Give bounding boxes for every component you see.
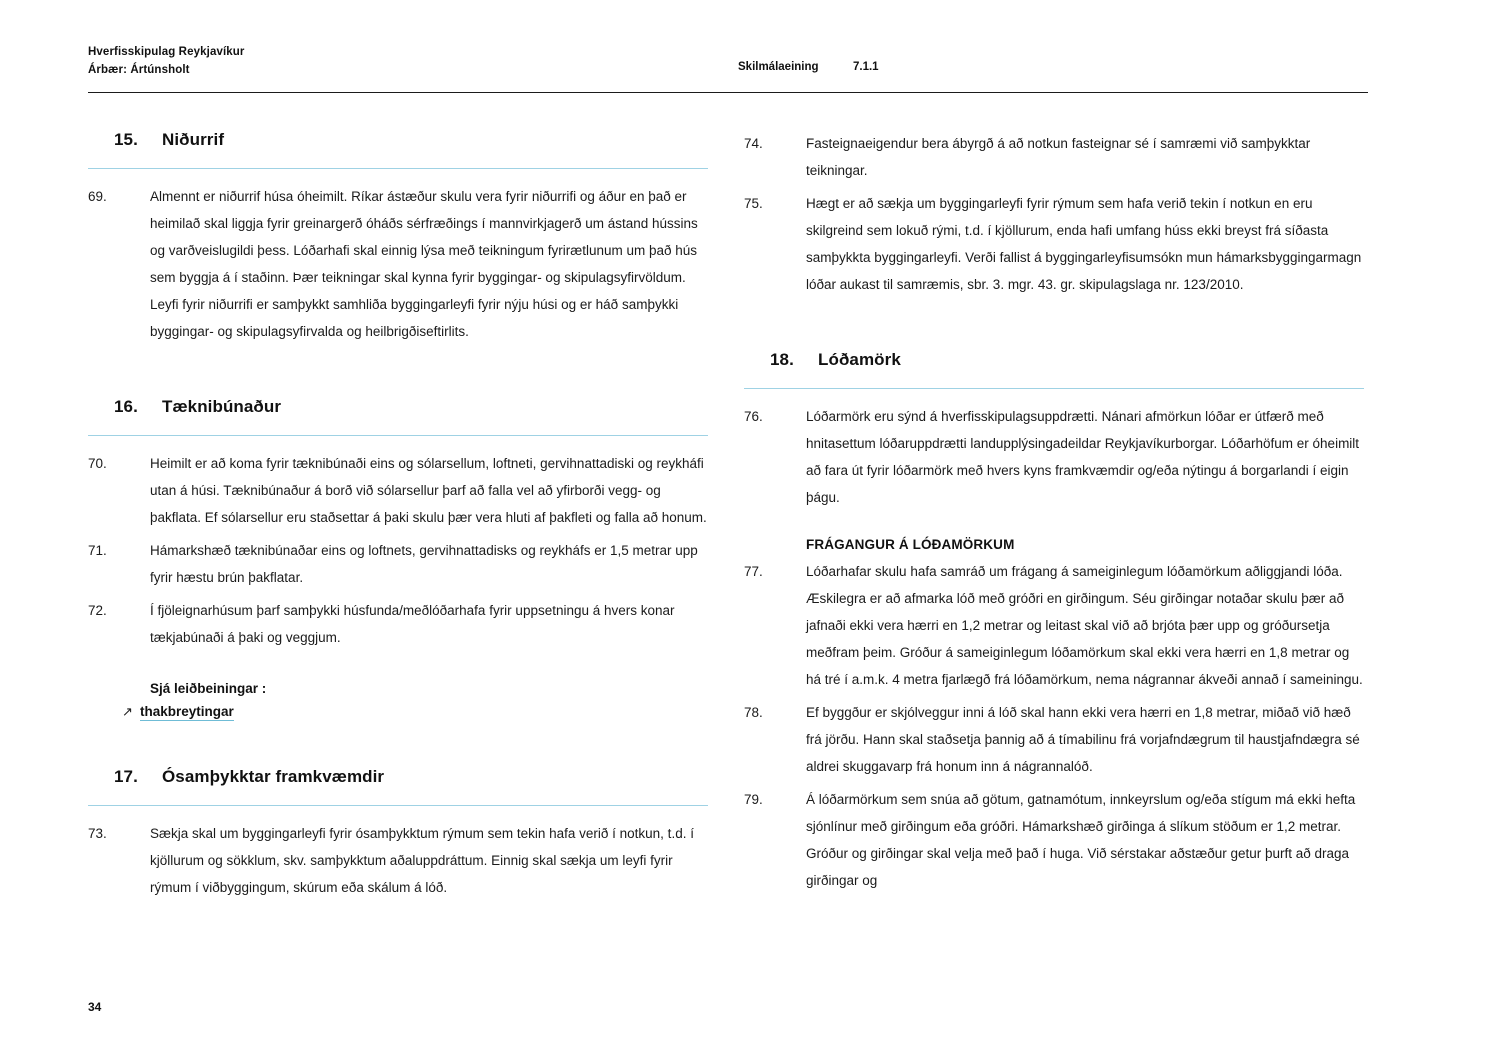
paragraph-number: 70.: [88, 456, 107, 471]
paragraph-70: [88, 450, 708, 531]
paragraph-number: 74.: [744, 136, 763, 151]
section-rule-16: [88, 435, 708, 436]
page-number: 34: [88, 1000, 102, 1014]
subheading-fragangur: FRÁGANGUR Á LÓÐAMÖRKUM: [806, 537, 1015, 552]
left-column: [88, 130, 708, 907]
spacer: [744, 517, 1364, 531]
right-column: [744, 130, 1364, 900]
paragraph-79: [744, 786, 1364, 894]
paragraph-71: [88, 537, 708, 591]
paragraph-number: 71.: [88, 543, 107, 558]
paragraph-text: Hámarkshæð tæknibúnaðar eins og loftnets, gervihnattadisks og reykháfs er 1,5 metrar upp fyrir hæstu brún þakflatar.: [150, 543, 698, 585]
section-heading-17: [88, 767, 708, 787]
section-number-16: 16.: [114, 397, 138, 416]
paragraph-number: 79.: [744, 792, 763, 807]
section-number-18: 18.: [770, 350, 794, 369]
paragraph-78: [744, 699, 1364, 780]
paragraph-text: Á lóðarmörkum sem snúa að götum, gatnamótum, innkeyrslum og/eða stígum má ekki hefta sjónlínur með girðingum eða gróðri. Hámarkshæð girðinga á slíkum stöðum er 1,2 metrar. Gróður og girðingar skal velja með það í huga. Við sérstakar aðstæður getur þurft að draga girðingar og: [806, 792, 1356, 888]
spacer: [88, 721, 708, 767]
section-title-16: Tæknibúnaður: [162, 397, 282, 416]
paragraph-text: Almennt er niðurrif húsa óheimilt. Ríkar ástæður skulu vera fyrir niðurrifi og áður en það er heimilað skal liggja fyrir greinargerð óháðs sérfræðings í mannvirkjagerð um ástand hússins og varðveislugildi þess. Lóðarhafi skal einnig lýsa með teikningum fyrirætlunum um það hús sem byggja á í staðinn. Þær teikningar skal kynna fyrir byggingar- og skipulagsyfirvöldum. Leyfi fyrir niðurrifi er samþykkt samhliða byggingarleyfi fyrir nýju húsi og er háð samþykki byggingar- og skipulagsyfirvalda og heilbrigðiseftirlits.: [150, 189, 698, 339]
paragraph-number: 72.: [88, 603, 107, 618]
section-heading-16: [88, 397, 708, 417]
guideline-link[interactable]: thakbreytingar: [140, 704, 234, 719]
section-heading-15: [88, 130, 708, 150]
paragraph-text: Sækja skal um byggingarleyfi fyrir ósamþykktum rýmum sem tekin hafa verið í notkun, t.d. í kjöllurum og sökklum, skv. samþykktum aðaluppdráttum. Einnig skal sækja um leyfi fyrir rýmum í viðbyggingum, skúrum eða skálum á lóð.: [150, 826, 694, 895]
paragraph-77: [744, 558, 1364, 693]
document-subtitle: Árbær: Ártúnsholt: [88, 63, 190, 76]
spacer: [88, 351, 708, 397]
paragraph-text: Hægt er að sækja um byggingarleyfi fyrir rýmum sem hafa verið tekin í notkun en eru skilgreind sem lokuð rými, t.d. í kjöllurum, enda hafi umfang húss ekki breyst frá síðasta samþykkta byggingarleyfi. Verði fallist á byggingarleyfisumsókn mun hámarksbyggingarmagn lóðar aukast til samræmis, sbr. 3. mgr. 43. gr. skipulagslaga nr. 123/2010.: [806, 196, 1362, 292]
header-center-label: Skilmálaeining: [738, 61, 819, 73]
paragraph-76: [744, 403, 1364, 511]
paragraph-number: 76.: [744, 409, 763, 424]
paragraph-text: Lóðarmörk eru sýnd á hverfisskipulagsuppdrætti. Nánari afmörkun lóðar er útfærð með hnitasettum lóðaruppdrætti landupplýsingadeildar Reykjavíkurborgar. Lóðarhöfum er óheimilt að fara út fyrir lóðarmörk með hvers kyns framkvæmdir og/eða nýtingu á borgarlandi í eigin þágu.: [806, 409, 1360, 505]
paragraph-text: Ef byggður er skjólveggur inni á lóð skal hann ekki vera hærri en 1,8 metrar, miðað við hæð frá jörðu. Hann skal staðsetja þannig að á tímabilinu frá vorjafndægrum til haustjafndægra sé aldrei skuggavarp frá honum inn á nágrannalóð.: [806, 705, 1360, 774]
section-title-17: Ósamþykktar framkvæmdir: [162, 767, 385, 786]
paragraph-number: 78.: [744, 705, 763, 720]
section-heading-18: [744, 350, 1364, 370]
header-divider: [88, 92, 1368, 93]
section-title-18: Lóðamörk: [818, 350, 901, 369]
section-rule-15: [88, 168, 708, 169]
paragraph-text: Heimilt er að koma fyrir tæknibúnaði eins og sólarsellum, loftneti, gervihnattadiski og reykháfi utan á húsi. Tæknibúnaður á borð við sólarsellur þarf að falla vel að yfirborði vegg- og þakflata. Ef sólarsellur eru staðsettar á þaki skulu þær vera hluti af þakfleti og falla að honum.: [150, 456, 707, 525]
paragraph-74: [744, 130, 1364, 184]
paragraph-number: 73.: [88, 826, 107, 841]
section-number-17: 17.: [114, 767, 138, 786]
section-number-15: 15.: [114, 130, 138, 149]
header-left: [88, 44, 245, 80]
header-section-number: 7.1.1: [853, 61, 879, 73]
paragraph-text: Í fjöleignarhúsum þarf samþykki húsfunda/meðlóðarhafa fyrir uppsetningu á hvers konar tækjabúnaði á þaki og veggjum.: [150, 603, 675, 645]
paragraph-69: [88, 183, 708, 345]
paragraph-73: [88, 820, 708, 901]
section-rule-18: [744, 388, 1364, 389]
page-header: [88, 44, 1368, 92]
paragraph-72: [88, 597, 708, 651]
paragraph-text: Lóðarhafar skulu hafa samráð um frágang á sameiginlegum lóðamörkum aðliggjandi lóða. Æskilegra er að afmarka lóð með gróðri en girðingum. Séu girðingar notaðar skulu þær að jafnaði ekki vera hærri en 1,2 metrar og leitast skal við að brjóta þær upp og gróðursetja meðfram þeim. Gróður á sameiginlegum lóðamörkum skal ekki vera hærri en 1,8 metrar og há tré í a.m.k. 4 metra fjarlægð frá lóðamörkum, nema nágrannar ákveði annað í sameiningu.: [806, 564, 1363, 687]
paragraph-text: Fasteignaeigendur bera ábyrgð á að notkun fasteignar sé í samræmi við samþykktar teikningar.: [806, 136, 1311, 178]
arrow-up-right-icon: ↗: [122, 704, 133, 719]
guideline-link-row[interactable]: [122, 704, 708, 721]
section-title-15: Niðurrif: [162, 130, 225, 149]
paragraph-number: 77.: [744, 564, 763, 579]
see-guidelines-label: Sjá leiðbeiningar :: [150, 681, 267, 696]
paragraph-number: 69.: [88, 189, 107, 204]
document-title: Hverfisskipulag Reykjavíkur: [88, 46, 245, 58]
spacer: [744, 304, 1364, 350]
section-rule-17: [88, 805, 708, 806]
paragraph-75: [744, 190, 1364, 298]
paragraph-number: 75.: [744, 196, 763, 211]
